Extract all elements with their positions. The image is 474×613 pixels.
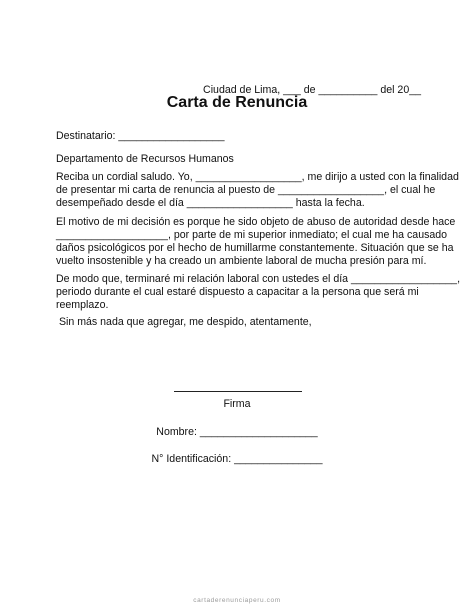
signature-line bbox=[174, 391, 302, 392]
footer-watermark: cartaderenunciaperu.com bbox=[193, 597, 281, 604]
name-line: Nombre: ____________________ bbox=[156, 426, 318, 438]
paragraph-3-line-3: reemplazo. bbox=[56, 299, 109, 311]
paragraph-3-line-1: De modo que, terminaré mi relación laboral con ustedes el día __________________, bbox=[56, 273, 461, 285]
closing-line: Sin más nada que agregar, me despido, atentamente, bbox=[56, 316, 312, 328]
paragraph-2-line-4: vuelto insostenible y ha creado un ambiente laboral de mucha presión para mí. bbox=[56, 255, 427, 267]
recipient-line: Destinatario: __________________ bbox=[56, 130, 225, 142]
paragraph-3-line-2: periodo durante el cual estaré dispuesto a capacitar a la persona que será mi bbox=[56, 286, 419, 298]
department-line: Departamento de Recursos Humanos bbox=[56, 153, 234, 165]
date-line: Ciudad de Lima, ___ de __________ del 20__ bbox=[203, 84, 421, 96]
paragraph-1-line-2: de presentar mi carta de renuncia al puesto de __________________, el cual he bbox=[56, 184, 436, 196]
paragraph-2-line-3: daños psicológicos por el hecho de humillarme constantemente. Situación que se ha bbox=[56, 242, 454, 254]
paragraph-2-line-1: El motivo de mi decisión es porque he sido objeto de abuso de autoridad desde hace bbox=[56, 216, 456, 228]
document-title: Carta de Renuncia bbox=[166, 94, 308, 111]
paragraph-2-line-2: ___________________, por parte de mi superior inmediato; el cual me ha causado bbox=[56, 229, 448, 241]
paragraph-1-line-1: Reciba un cordial saludo. Yo, __________________, me dirijo a usted con la finalidad bbox=[56, 171, 459, 183]
signature-label: Firma bbox=[223, 398, 251, 410]
paragraph-1-line-3: desempeñado desde el día __________________ hasta la fecha. bbox=[56, 197, 365, 209]
id-line: N° Identificación: _______________ bbox=[151, 453, 323, 465]
